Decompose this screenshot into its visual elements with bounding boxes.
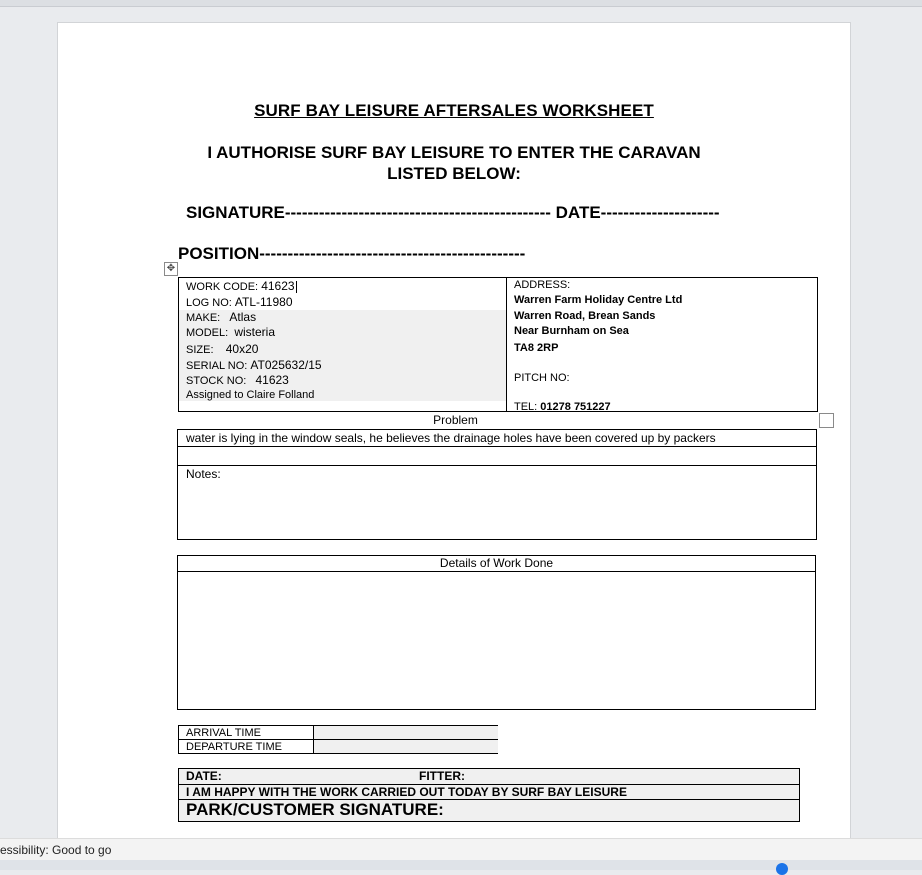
stock-row [186, 373, 289, 387]
worksheet-title: SURF BAY LEISURE AFTERSALES WORKSHEET [254, 101, 654, 120]
signoff-date-label: DATE: [186, 769, 222, 783]
text-cursor [296, 281, 297, 293]
serial-value: AT025632/15 [250, 358, 322, 372]
size-label: SIZE: [186, 344, 214, 356]
tel-label: TEL: [514, 401, 538, 413]
size-value: 40x20 [225, 342, 259, 356]
satisfaction-statement: I AM HAPPY WITH THE WORK CARRIED OUT TODAY BY SURF BAY LEISURE [186, 785, 627, 799]
caravan-details-cell[interactable] [179, 278, 507, 411]
caravan-info-table [178, 277, 818, 412]
signature-date-line: SIGNATURE----------------------------------------------- DATE--------------------- [186, 203, 720, 222]
make-value: Atlas [229, 310, 257, 324]
arrival-time-field[interactable] [313, 726, 498, 739]
stock-label: STOCK NO: [186, 375, 247, 387]
model-label: MODEL: [186, 327, 229, 339]
model-row [186, 325, 275, 339]
tel-row [514, 401, 611, 413]
make-row [186, 310, 256, 324]
stock-value: 41623 [255, 373, 289, 387]
work-code-value: 41623 [261, 279, 295, 293]
top-toolbar-edge [0, 0, 922, 7]
signoff-fitter-label: FITTER: [419, 769, 465, 783]
arrival-row [179, 726, 497, 739]
work-done-table[interactable] [177, 555, 816, 710]
address-postcode: TA8 2RP [514, 342, 559, 354]
tel-value: 01278 751227 [540, 401, 611, 413]
authorise-line-2: LISTED BELOW: [387, 164, 521, 183]
departure-label: DEPARTURE TIME [186, 741, 282, 753]
serial-row [186, 358, 322, 372]
customer-signature-label: PARK/CUSTOMER SIGNATURE: [186, 800, 444, 819]
authorise-statement [58, 142, 850, 184]
problem-description: water is lying in the window seals, he believes the drainage holes have been covered up by packers [186, 431, 716, 445]
signoff-table[interactable] [178, 768, 800, 822]
departure-row [179, 740, 497, 753]
problem-table[interactable] [177, 429, 817, 540]
problem-header: Problem [433, 413, 478, 427]
authorise-line-1: I AUTHORISE SURF BAY LEISURE TO ENTER THE CARAVAN [207, 143, 701, 162]
serial-label: SERIAL NO: [186, 360, 248, 372]
table-resize-handle[interactable] [819, 413, 834, 428]
departure-time-field[interactable] [313, 740, 498, 753]
work-code-row [186, 279, 297, 293]
status-bar [0, 838, 922, 861]
address-label: ADDRESS: [514, 279, 571, 291]
time-table [178, 725, 498, 754]
taskbar-app-icon[interactable] [776, 863, 788, 875]
pitch-no-label: PITCH NO: [514, 372, 570, 384]
document-page[interactable] [57, 22, 851, 844]
size-row [186, 342, 258, 356]
problem-divider-2 [178, 465, 816, 466]
taskbar [0, 860, 922, 870]
make-label: MAKE: [186, 312, 221, 324]
work-done-header: Details of Work Done [178, 556, 815, 572]
assigned-to: Assigned to Claire Folland [186, 389, 315, 401]
log-no-value: ATL-11980 [234, 295, 293, 309]
model-value: wisteria [234, 325, 275, 339]
log-no-row [186, 295, 293, 309]
address-line-1: Warren Farm Holiday Centre Ltd [514, 294, 683, 306]
address-cell[interactable] [514, 278, 814, 411]
log-no-label: LOG NO: [186, 297, 232, 309]
problem-divider-1 [178, 446, 816, 447]
table-move-handle-icon[interactable]: ✥ [164, 262, 178, 276]
arrival-label: ARRIVAL TIME [186, 727, 261, 739]
notes-label: Notes: [186, 467, 221, 481]
work-code-label: WORK CODE: [186, 281, 259, 293]
address-line-2: Warren Road, Brean Sands [514, 310, 656, 322]
position-line: POSITION----------------------------------------------- [178, 244, 526, 263]
accessibility-status[interactable]: essibility: Good to go [0, 843, 112, 857]
address-line-3: Near Burnham on Sea [514, 325, 629, 337]
